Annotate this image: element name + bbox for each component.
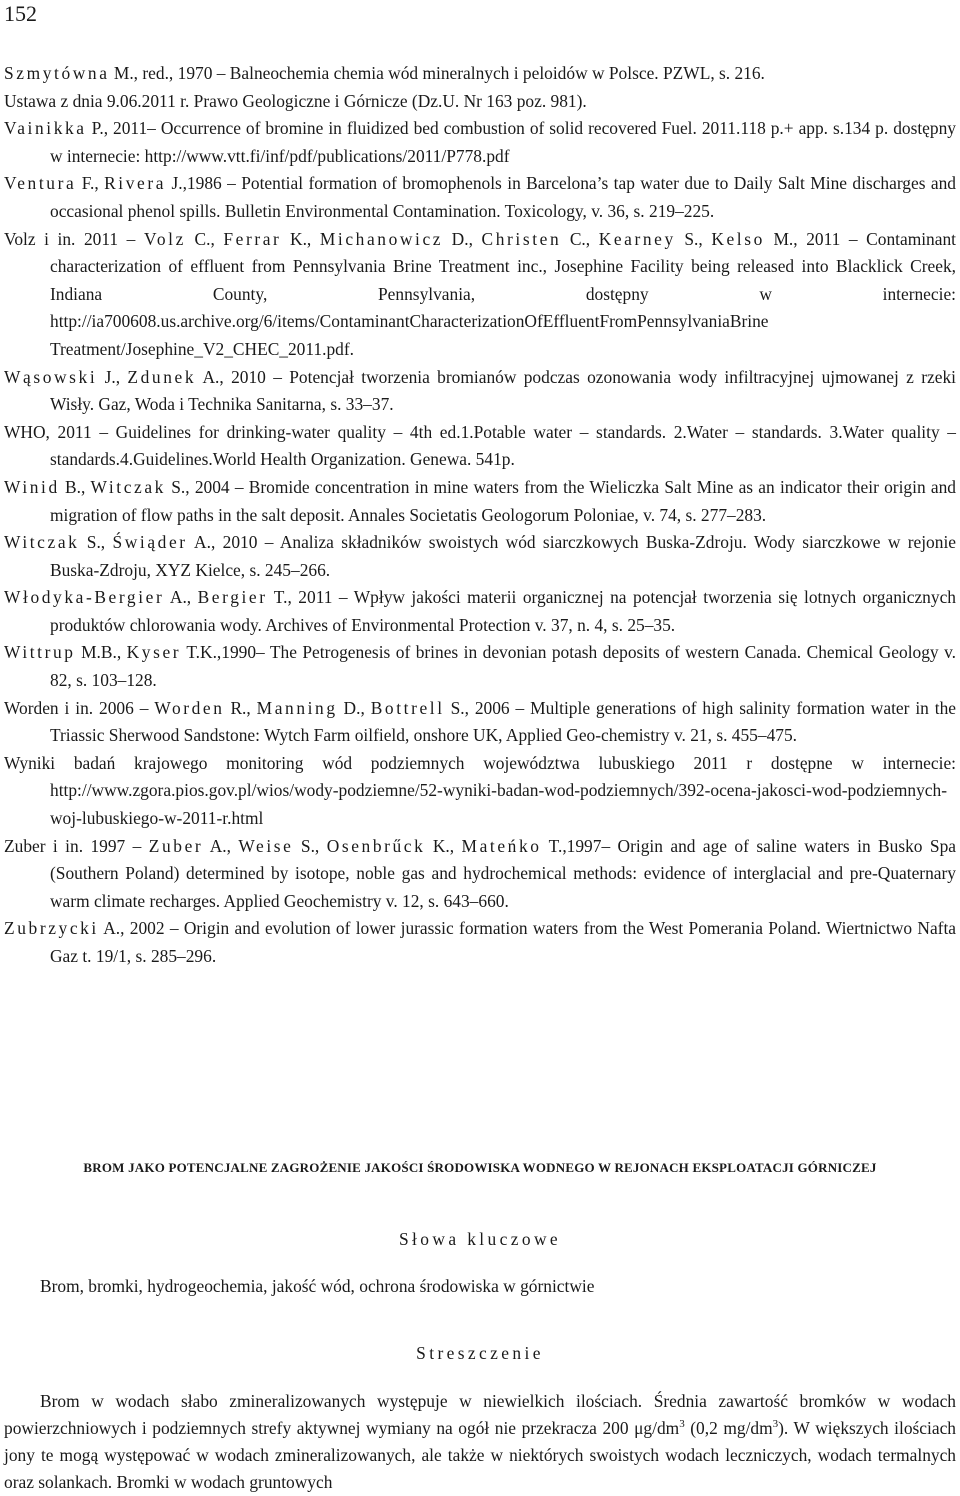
author-name: Christen <box>481 228 562 249</box>
reference-text: Ustawa z dnia 9.06.2011 r. Prawo Geologiczne i Górnicze (Dz.U. Nr 163 poz. 981). <box>4 90 587 111</box>
keywords-heading: Słowa kluczowe <box>398 1229 562 1249</box>
author-name: Manning <box>256 697 338 718</box>
reference-text: F., <box>76 173 105 194</box>
reference-entry <box>4 584 956 639</box>
abstract-text: (0,2 mg/dm <box>684 1418 773 1438</box>
abstract <box>4 1388 956 1496</box>
author-name: Zuber <box>148 835 204 856</box>
author-name: Witczak <box>90 476 166 497</box>
author-name: Świąder <box>112 532 188 553</box>
author-name: Ferrar <box>223 228 282 249</box>
reference-text: A., 2002 – Origin and evolution of lower jurassic formation waters from the West Pomerania Poland. Wiertnictwo Nafta Gaz t. 19/1, s. 285–296. <box>50 918 956 966</box>
keywords-text: Brom, bromki, hydrogeochemia, jakość wód, ochrona środowiska w górnictwie <box>40 1276 595 1296</box>
reference-text: B., <box>59 476 91 497</box>
article-title: BROM JAKO POTENCJALNE ZAGROŻENIE JAKOŚCI ŚRODOWISKA WODNEGO W REJONACH EKSPLOATACJI GÓRNICZEJ <box>83 1160 877 1175</box>
reference-text: S., <box>293 835 327 856</box>
author-name: Bergier <box>197 587 268 608</box>
reference-entry <box>4 364 956 419</box>
reference-text: Zuber i in. 1997 – <box>4 835 149 856</box>
reference-text: K., <box>425 835 462 856</box>
abstract-heading: Streszczenie <box>416 1343 544 1363</box>
reference-text: T.K.,1990– The Petrogenesis of brines in devonian potash deposits of western Canada. Chemical Geology v. 82, s. 103–128. <box>50 642 956 691</box>
reference-text: S., <box>675 228 712 249</box>
reference-entry <box>4 474 956 529</box>
author-name: Bottrell <box>370 697 445 718</box>
reference-entry <box>4 88 956 116</box>
abstract-text: ). W większych ilościach jony te mogą występować w wodach zmineralizowanych, ale także w niektórych swoistych wodach leczniczych, wodach termalnych oraz solankach. Bromki w wodach gruntowych <box>4 1418 956 1492</box>
author-name: Wittrup <box>4 642 76 663</box>
reference-text: P., 2011– Occurrence of bromine in fluidized bed combustion of solid recovered Fuel. 2011.118 p.+ app. s.134 p. dostępny w internecie: http://www.vtt.fi/inf/pdf/publications/2011/P778.pdf <box>50 118 956 166</box>
reference-text: S., <box>79 532 113 553</box>
reference-text: D., <box>337 697 371 718</box>
author-name: Zdunek <box>127 366 197 387</box>
author-name: Ventura <box>4 173 77 194</box>
author-name: Włodyka-Bergier <box>4 587 165 608</box>
reference-text: C., <box>185 228 224 249</box>
author-name: Kyser <box>126 642 182 663</box>
reference-entry <box>4 170 956 225</box>
reference-entry <box>4 833 956 916</box>
superscript: 3 <box>772 1418 779 1431</box>
reference-text: M.B., <box>75 642 127 663</box>
reference-text: C., <box>561 228 599 249</box>
reference-text: K., <box>281 228 320 249</box>
author-name: Winid <box>4 476 60 497</box>
reference-entry <box>4 115 956 170</box>
reference-text: A., 2010 – Potencjał tworzenia bromianów podczas ozonowania wody infiltracyjnej ujmowanej z rzeki Wisły. Gaz, Woda i Technika Sanitarna, s. 33–37. <box>50 366 956 415</box>
reference-text: A., 2010 – Analiza składników swoistych wód siarczkowych Buska-Zdroju. Wody siarczkowe w rejonie Buska-Zdroju, XYZ Kielce, s. 245–266. <box>50 532 957 580</box>
author-name: Worden <box>154 697 225 718</box>
reference-entry <box>4 750 956 833</box>
author-name: Witczak <box>4 532 80 553</box>
reference-list <box>4 60 956 971</box>
reference-text: S., 2006 – Multiple generations of high salinity formation water in the Triassic Sherwood Sandstone: Wytch Farm oilfield, onshore UK, Applied Geo-chemistry v. 21, s. 455–475. <box>50 697 957 746</box>
reference-text: WHO, 2011 – Guidelines for drinking-water quality – 4th ed.1.Potable water – standards. 2.Water – standards. 3.Water quality – standards.4.Guidelines.World Health Organization. Genewa. 541p. <box>4 421 956 470</box>
author-name: Osenbrűck <box>326 835 426 856</box>
author-name: Weise <box>238 835 294 856</box>
reference-text: J.,1986 – Potential formation of bromophenols in Barcelona’s tap water due to Daily Salt Mine discharges and occasional phenol spills. Bulletin Environmental Contamination. Toxicology, v. 36, s. 219–225. <box>50 173 956 221</box>
reference-entry <box>4 226 956 364</box>
author-name: Michanowicz <box>319 228 444 249</box>
author-name: Kearney <box>598 228 676 249</box>
abstract-paragraph <box>4 1388 956 1496</box>
author-name: Mateńko <box>461 835 542 856</box>
reference-text: M., red., 1970 – Balneochemia chemia wód mineralnych i peloidów w Polsce. PZWL, s. 216. <box>109 63 765 83</box>
reference-text: A., <box>203 835 239 856</box>
author-name: Wąsowski <box>4 366 98 387</box>
author-name: Vainikka <box>4 118 87 139</box>
reference-text: J., <box>97 366 128 387</box>
reference-text: R., <box>224 697 257 718</box>
reference-text: D., <box>443 228 482 249</box>
author-name: Zubrzycki <box>4 918 99 939</box>
reference-text: M., 2011 – Contaminant characterization of effluent from Pennsylvania Brine Treatment inc., Josephine Facility being released into Blacklick Creek, Indiana County, Pennsylvania, dostępny w internecie: http://ia700608.us.archive.org/6/items/ContaminantCharacterizationOfEffluentFromPennsylvaniaBrine Treatment/Josephine_V2_CHEC_2011.pdf. <box>50 228 956 359</box>
author-name: Szmytówna <box>4 63 110 83</box>
page-number: 152 <box>4 1 37 26</box>
reference-entry <box>4 419 956 474</box>
reference-text: Volz i in. 2011 – <box>4 228 144 249</box>
abstract-text: Brom w wodach słabo zmineralizowanych występuje w niewielkich ilościach. Średnia zawartość bromków w wodach powierzchniowych i podziemnych strefy aktywnej wymiany na ogół nie przekracza 200 μg/dm <box>4 1391 956 1438</box>
author-name: Kelso <box>711 228 765 249</box>
reference-text: T.,1997– Origin and age of saline waters in Busko Spa (Southern Poland) determined by isotope, noble gas and hydrochemical methods: evidence of interglacial and pre-Quaternary warm climate recharges. Applied Geochemistry v. 12, s. 643–660. <box>50 835 956 911</box>
reference-entry <box>4 915 956 970</box>
author-name: Volz <box>143 228 186 249</box>
reference-entry <box>4 529 956 584</box>
superscript: 3 <box>679 1418 685 1431</box>
reference-text: T., 2011 – Wpływ jakości materii organicznej na potencjał tworzenia się lotnych organicznych produktów chlorowania wody. Archives of Environmental Protection v. 37, n. 4, s. 25–35. <box>50 587 956 635</box>
author-name: Rivera <box>104 173 167 194</box>
reference-entry <box>4 639 956 694</box>
reference-entry <box>4 695 956 750</box>
reference-text: Worden i in. 2006 – <box>4 697 155 718</box>
reference-text: Wyniki badań krajowego monitoring wód podziemnych województwa lubuskiego 2011 r dostępne w internecie: http://www.zgora.pios.gov.pl/wios/wody-podziemne/52-wyniki-badan-wod-podziemnych/392-ocena-jakosci-wod-podziemnych-woj-lubuskiego-w-2011-r.html <box>4 752 956 829</box>
reference-entry <box>4 60 956 88</box>
reference-text: S., 2004 – Bromide concentration in mine waters from the Wieliczka Salt Mine as an indicator their origin and migration of flow paths in the salt deposit. Annales Societatis Geologorum Poloniae, v. 74, s. 277–283. <box>50 476 956 525</box>
reference-text: A., <box>164 587 198 608</box>
